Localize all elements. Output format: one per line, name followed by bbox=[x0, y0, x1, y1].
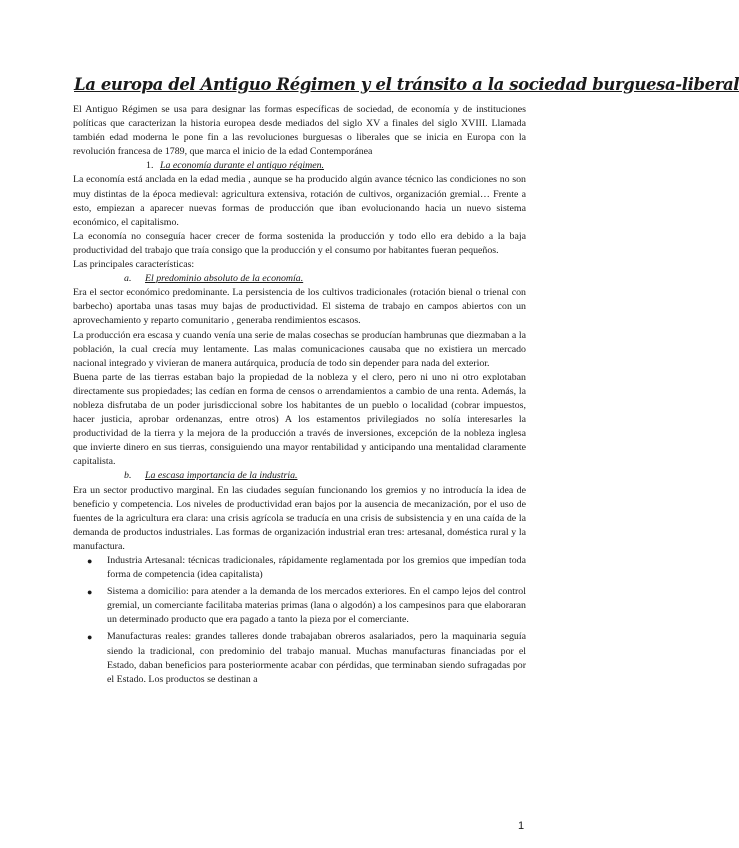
intro-paragraph: El Antiguo Régimen se usa para designar las formas específicas de sociedad, de economía y de instituciones políticas que caracterizan la historia europea desde mediados del siglo XV a finales del siglo XVIII. Llamada también edad moderna le pone fin a las revoluciones burguesas o liberales que se inicia en Europa con la revolución francesa de 1789, que marca el inicio de la edad Contemporánea bbox=[73, 104, 526, 158]
section-1-heading bbox=[73, 159, 526, 173]
subsection-a-paragraph-3: Buena parte de las tierras estaban bajo la propiedad de la nobleza y el clero, pero ni uno ni otro explotaban directamente sus propiedades; las cedían en forma de censos o arrendamientos a cambio de una renta. Además, la nobleza disfrutaba de un poder jurisdiccional sobre los habitantes de un pueblo o localidad (cobrar impuestos, hacer justicia, aprobar ordenanzas, entre otros) A los estamentos privilegiados no solía interesarles la productividad de la tierra y la mejora de la producción a través de inversiones, excepción de la nobleza inglesa que invierte dinero en sus tierras, consiguiendo una mayor rentabilidad y anticipando una mentalidad claramente capitalista. bbox=[73, 371, 526, 468]
subsection-b-heading bbox=[73, 469, 526, 483]
section-1-title: La economía durante el antiguo régimen. bbox=[160, 160, 325, 172]
subsection-b-title: La escasa importancia de la industria. bbox=[145, 470, 298, 482]
bullet-icon: ● bbox=[87, 587, 93, 598]
section-1-paragraph-1: La economía está anclada en la edad media , aunque se ha producido algún avance técnico las condiciones no son muy distintas de la época medieval: agricultura extensiva, rotación de cultivos, organización gremial… Frente a esto, empiezan a aparecer nuevas formas de producción que iban evolucionando hacia un nuevo sistema económico, el capitalismo. bbox=[73, 174, 526, 228]
subsection-b-paragraph-1: Era un sector productivo marginal. En las ciudades seguían funcionando los gremios y no introducía la idea de beneficio y competencia. Los niveles de productividad eran bajos por la ausencia de mecanización, por el uso de fuentes de la agricultura era clara: una crisis agrícola se traducía en una crisis de subsistencia y en una caída de la demanda de productos industriales. Las formas de organización industrial eran tres: artesanal, doméstica rural y la manufactura. bbox=[73, 484, 526, 552]
bullet-list bbox=[73, 554, 526, 687]
subsection-b-letter: b. bbox=[124, 470, 132, 482]
bullet-icon: ● bbox=[87, 556, 93, 566]
bullet-icon: ● bbox=[87, 632, 93, 643]
section-1-number: 1. bbox=[146, 160, 154, 172]
document-title: La europa del Antiguo Régimen y el tránsito a la sociedad burguesa-liberal bbox=[74, 75, 739, 94]
list-item bbox=[73, 554, 526, 582]
page-number: 1 bbox=[518, 820, 525, 832]
subsection-a-paragraph-1: Era el sector económico predominante. La persistencia de los cultivos tradicionales (rotación bienal o trienal con barbecho) aportaba unas tasas muy bajas de productividad. El sistema de trabajo en campos abiertos con un aprovechamiento y reparto comunitario , generaba rendimientos escasos. bbox=[73, 287, 526, 327]
list-item-text: Sistema a domicilio: para atender a la demanda de los mercados exteriores. En el campo lejos del control gremial, un comerciante facilitaba materias primas (lana o algodón) a los campesinos para que elaboraran un determinado producto que era pagado a tanto la pieza por el comerciante. bbox=[107, 586, 526, 626]
section-1-paragraph-2: La economía no conseguía hacer crecer de forma sostenida la producción y todo ello era debido a la baja productividad del trabajo que traía consigo que la producción y el consumo por habitantes fueran pequeños. bbox=[73, 230, 526, 256]
list-item bbox=[73, 630, 526, 686]
list-item-text: Industria Artesanal: técnicas tradicionales, rápidamente reglamentada por los gremios que impedían toda forma de competencia (idea capitalista) bbox=[107, 555, 526, 581]
subsection-a-paragraph-2: La producción era escasa y cuando venía una serie de malas cosechas se producían hambrunas que diezmaban a la población, la cual crecía muy lentamente. Las malas comunicaciones causaba que no existiera un mercado nacional integrado y vivieran de manera autárquica, producía de todo sin depender para nada del exterior. bbox=[73, 329, 526, 369]
list-item bbox=[73, 585, 526, 627]
section-1-paragraph-3: Las principales características: bbox=[73, 259, 195, 271]
subsection-a-letter: a. bbox=[124, 273, 132, 285]
subsection-a-title: El predominio absoluto de la economía. bbox=[145, 273, 304, 285]
document-body bbox=[73, 103, 526, 690]
list-item-text: Manufacturas reales: grandes talleres donde trabajaban obreros asalariados, pero la maquinaria seguía siendo la tradicional, con predominio del trabajo manual. Muchas manufacturas financiadas por el Estado, daban beneficios para posteriormente acabar con pérdidas, que terminaban siendo sufragadas por el Estado. Los productos se destinan a bbox=[107, 631, 526, 685]
subsection-a-heading bbox=[73, 272, 526, 286]
